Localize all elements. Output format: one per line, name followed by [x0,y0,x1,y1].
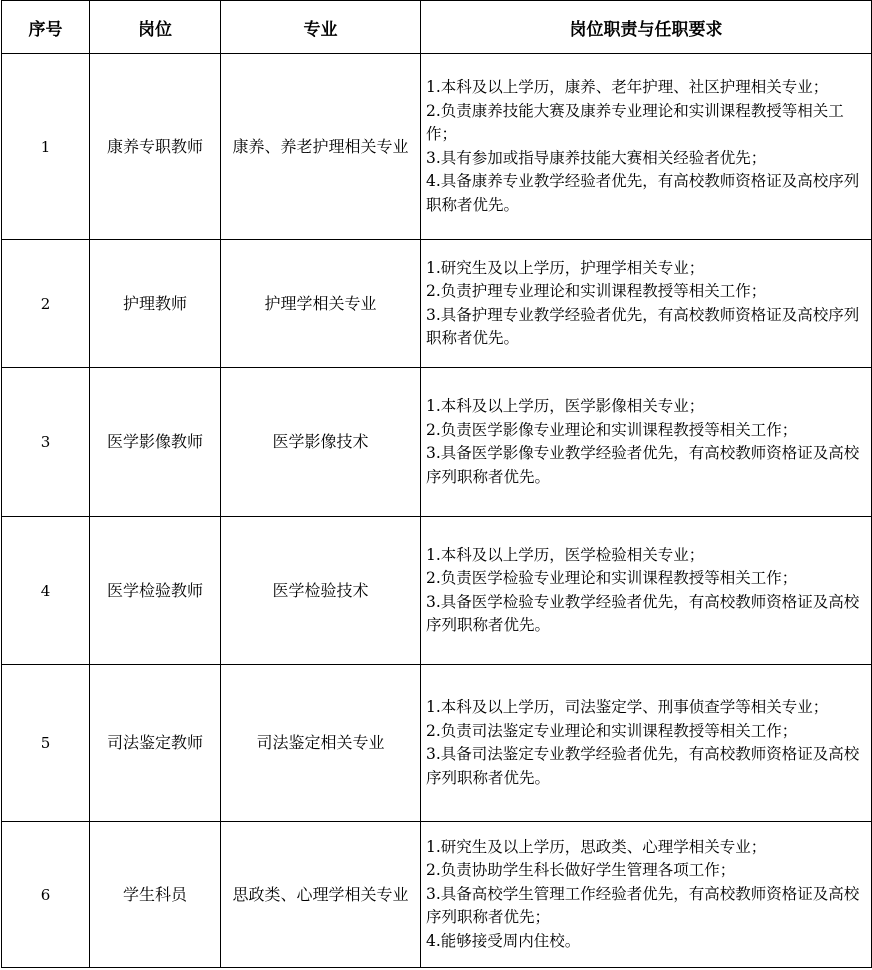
row-index: 6 [2,822,90,968]
requirement-item: 1.本科及以上学历，司法鉴定学、刑事侦查学等相关专业； [426,698,829,716]
requirement-item: 4.具备康养专业教学经验者优先，有高校教师资格证及高校序列职称者优先。 [426,172,860,214]
row-index: 1 [2,54,90,240]
table-row [2,822,872,968]
header-position: 岗位 [90,1,221,54]
header-major: 专业 [221,1,421,54]
header-index: 序号 [2,1,90,54]
requirement-item: 2.负责医学检验专业理论和实训课程教授等相关工作； [426,569,798,587]
row-position: 医学影像教师 [90,368,221,517]
row-index: 3 [2,368,90,517]
row-major: 司法鉴定相关专业 [221,665,421,822]
requirement-item: 2.负责医学影像专业理论和实训课程教授等相关工作； [426,420,798,439]
row-position: 康养专职教师 [90,54,221,240]
row-position: 医学检验教师 [90,517,221,665]
requirement-item: 1.研究生及以上学历，思政类、心理学相关专业； [426,837,767,856]
requirement-item: 1.研究生及以上学历，护理学相关专业； [426,258,705,277]
row-requirements [421,368,872,517]
table-row [2,368,872,517]
requirement-item: 3.具备护理专业教学经验者优先，有高校教师资格证及高校序列职称者优先。 [426,305,860,347]
requirement-item: 4.能够接受周内住校。 [426,931,581,950]
row-index: 4 [2,517,90,665]
requirement-item: 3.具备高校学生管理工作经验者优先，有高校教师资格证及高校序列职称者优先； [426,884,860,927]
row-position: 学生科员 [90,822,221,968]
row-major: 思政类、心理学相关专业 [221,822,421,968]
table-row [2,240,872,368]
table-row [2,665,872,822]
row-major: 康养、养老护理相关专业 [221,54,421,240]
job-table [1,0,872,968]
requirement-item: 3.具有参加或指导康养技能大赛相关经验者优先； [426,148,767,167]
row-index: 5 [2,665,90,822]
row-requirements [421,822,872,968]
header-requirements: 岗位职责与任职要求 [421,1,872,54]
row-major: 医学检验技术 [221,517,421,665]
row-index: 2 [2,240,90,368]
requirement-item: 1.本科及以上学历，康养、老年护理、社区护理相关专业； [426,78,829,96]
requirement-item: 2.负责司法鉴定专业理论和实训课程教授等相关工作； [426,721,798,740]
table-header-row [2,1,872,54]
table-row [2,54,872,240]
row-position: 司法鉴定教师 [90,665,221,822]
requirement-item: 2.负责康养技能大赛及康养专业理论和实训课程教授等相关工作； [426,101,844,143]
requirement-item: 3.具备医学检验专业教学经验者优先，有高校教师资格证及高校序列职称者优先。 [426,592,860,634]
requirement-item: 2.负责协助学生科长做好学生管理各项工作； [426,861,736,880]
requirement-item: 1.本科及以上学历，医学检验相关专业； [426,545,705,564]
row-requirements [421,665,872,822]
row-requirements [421,54,872,240]
table-row [2,517,872,665]
row-requirements [421,517,872,665]
requirement-item: 3.具备司法鉴定专业教学经验者优先，有高校教师资格证及高校序列职称者优先。 [426,745,860,787]
requirement-item: 3.具备医学影像专业教学经验者优先，有高校教师资格证及高校序列职称者优先。 [426,444,860,486]
row-position: 护理教师 [90,240,221,368]
requirement-item: 1.本科及以上学历，医学影像相关专业； [426,397,705,415]
requirement-item: 2.负责护理专业理论和实训课程教授等相关工作； [426,282,767,300]
row-major: 护理学相关专业 [221,240,421,368]
row-requirements [421,240,872,368]
row-major: 医学影像技术 [221,368,421,517]
